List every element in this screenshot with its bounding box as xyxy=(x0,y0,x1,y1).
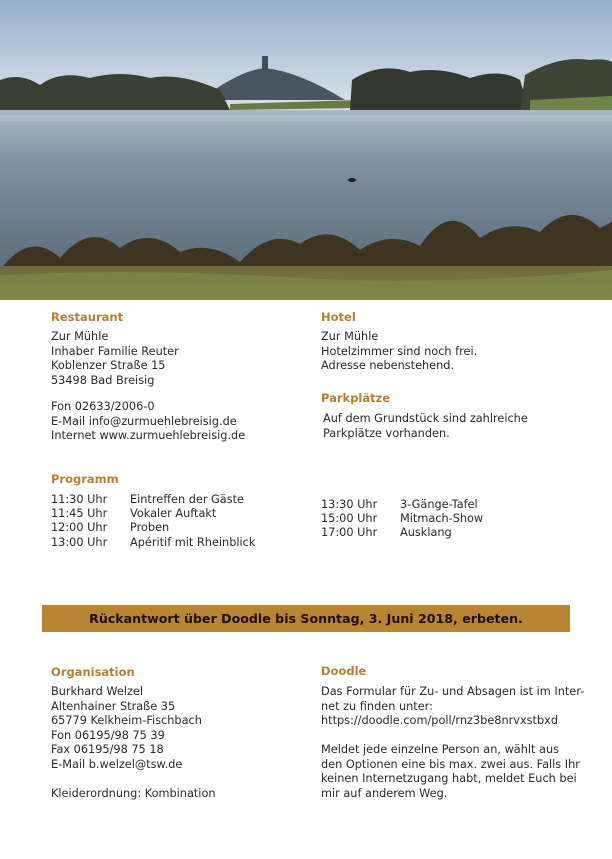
doodle-line: Meldet jede einzelne Person an, wählt aus xyxy=(321,743,560,756)
organisation-line: Altenhainer Straße 35 xyxy=(51,699,176,713)
program-event: Ausklang xyxy=(400,526,452,540)
restaurant-line: Inhaber Familie Reuter xyxy=(51,344,179,358)
program-item xyxy=(321,498,483,512)
rsvp-banner-text: Rückantwort über Doodle bis Sonntag, 3. Juni 2018, erbeten. xyxy=(89,611,523,626)
restaurant-address xyxy=(51,330,179,388)
doodle-title: Doodle xyxy=(321,664,367,678)
parking-title: Parkplätze xyxy=(321,391,391,405)
doodle-line: mir auf anderem Weg. xyxy=(321,786,448,800)
restaurant-contact xyxy=(51,400,245,444)
program-time: 13:30 Uhr xyxy=(321,498,378,511)
restaurant-line: Koblenzer Straße 15 xyxy=(51,359,166,373)
lake-photo xyxy=(0,0,612,300)
program-item xyxy=(51,536,255,550)
program-event: Eintreffen der Gäste xyxy=(130,493,244,506)
doodle-line: Das Formular für Zu- und Absagen ist im Inter- xyxy=(321,685,585,698)
dress-code: Kleiderordnung: Kombination xyxy=(51,787,216,800)
rsvp-banner xyxy=(42,605,570,632)
organisation-line: 65779 Kelkheim-Fischbach xyxy=(51,714,202,728)
restaurant-phone: Fon 02633/2006-0 xyxy=(51,400,155,413)
restaurant-line: 53498 Bad Breisig xyxy=(51,373,155,387)
parking-info xyxy=(323,412,528,441)
program-item xyxy=(321,526,483,540)
parking-line: Parkplätze vorhanden. xyxy=(323,426,450,440)
program-event: Apéritif mit Rheinblick xyxy=(130,535,256,549)
program-event: Vokaler Auftakt xyxy=(130,507,217,521)
program-time: 13:00 Uhr xyxy=(51,535,108,549)
restaurant-website[interactable]: Internet www.zurmuehlebreisig.de xyxy=(51,429,246,443)
doodle-line: net zu finden unter: xyxy=(321,699,433,713)
organisation-line: Fax 06195/98 75 18 xyxy=(51,743,164,757)
restaurant-email[interactable]: E-Mail info@zurmuehlebreisig.de xyxy=(51,414,237,428)
program-event: Mitmach-Show xyxy=(400,512,484,526)
organisation-title: Organisation xyxy=(51,665,135,679)
hotel-info xyxy=(321,330,477,374)
doodle-instructions xyxy=(321,685,584,729)
program-item xyxy=(51,493,255,507)
program-event: 3-Gänge-Tafel xyxy=(400,498,478,511)
doodle-link[interactable]: https://doodle.com/poll/rnz3be8nrvxstbxd xyxy=(321,714,558,728)
program-item xyxy=(51,521,255,535)
program-time: 11:30 Uhr xyxy=(51,493,108,506)
parking-line: Auf dem Grundstück sind zahlreiche xyxy=(323,412,528,425)
program-event: Proben xyxy=(130,521,170,535)
hotel-line: Adresse nebenstehend. xyxy=(321,359,455,373)
restaurant-line: Zur Mühle xyxy=(51,330,109,343)
program-left-list xyxy=(51,493,255,550)
organisation-line: Fon 06195/98 75 39 xyxy=(51,728,165,742)
program-time: 17:00 Uhr xyxy=(321,526,378,540)
organisation-line: Burkhard Welzel xyxy=(51,685,144,698)
program-time: 15:00 Uhr xyxy=(321,512,378,526)
hotel-line: Hotelzimmer sind noch frei. xyxy=(321,344,478,358)
program-time: 11:45 Uhr xyxy=(51,507,108,521)
restaurant-title: Restaurant xyxy=(51,310,124,324)
hotel-title: Hotel xyxy=(321,310,356,324)
program-right-list xyxy=(321,498,483,541)
program-item xyxy=(321,512,483,526)
hotel-line: Zur Mühle xyxy=(321,330,379,343)
program-time: 12:00 Uhr xyxy=(51,521,108,535)
organisation-contact xyxy=(51,685,202,773)
organisation-email[interactable]: E-Mail b.welzel@tsw.de xyxy=(51,757,183,771)
doodle-line: keinen Internetzugang habt, meldet Euch bei xyxy=(321,772,577,786)
program-title: Programm xyxy=(51,472,119,486)
doodle-line: den Optionen eine bis max. zwei aus. Falls Ihr xyxy=(321,757,580,771)
program-item xyxy=(51,507,255,521)
doodle-notes xyxy=(321,743,580,801)
